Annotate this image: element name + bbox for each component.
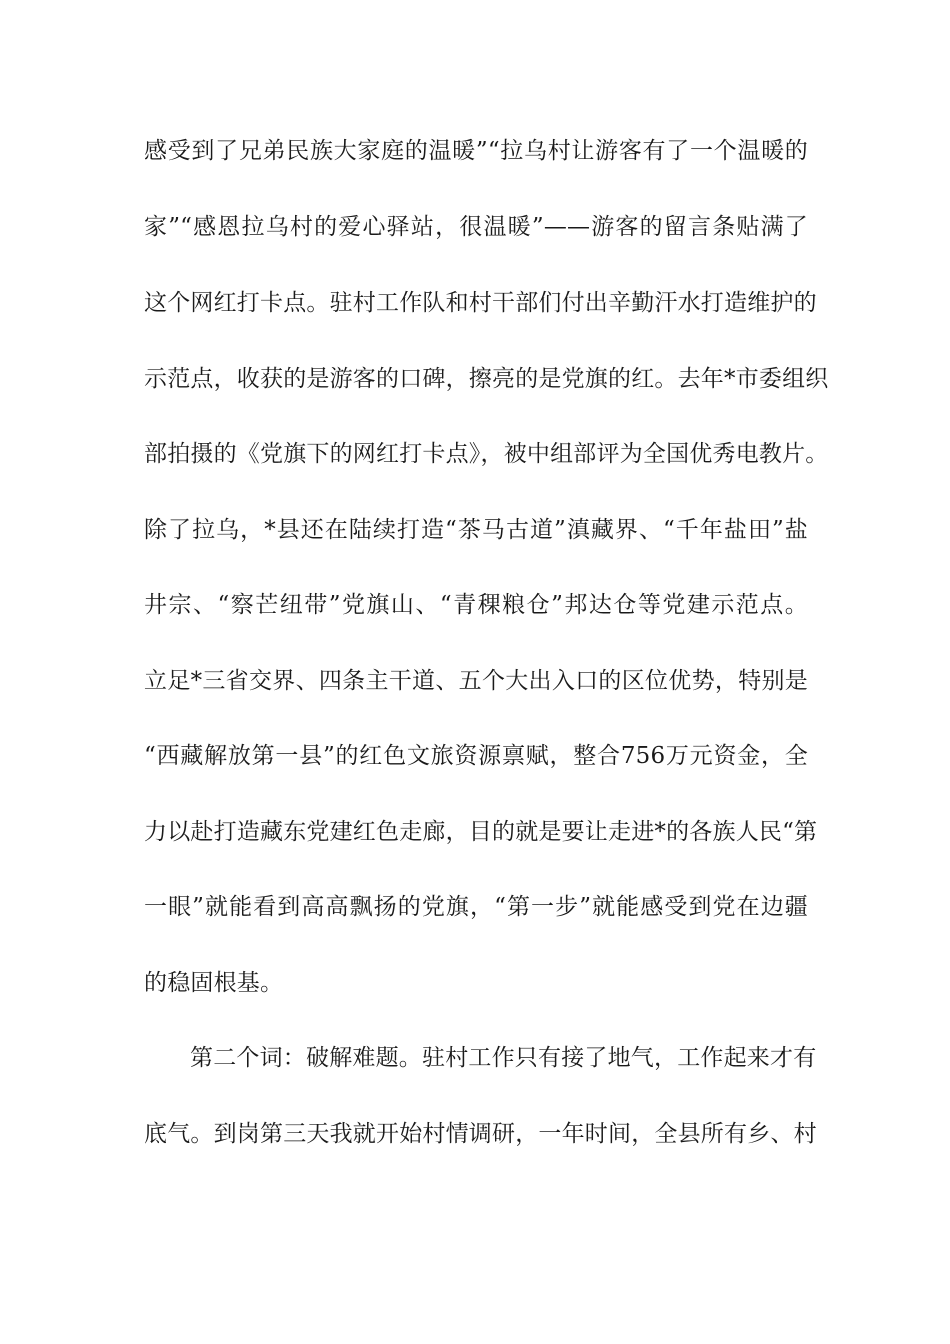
text-line: 底气。到岗第三天我就开始村情调研，一年时间，全县所有乡、村	[144, 1121, 817, 1147]
text-line: 除了拉乌，*县还在陆续打造“茶马古道”滇藏界、“千年盐田”盐	[144, 517, 808, 543]
text-line: 感受到了兄弟民族大家庭的温暖”“拉乌村让游客有了一个温暖的	[144, 138, 808, 164]
text-line: 这个网红打卡点。驻村工作队和村干部们付出辛勤汗水打造维护的	[144, 290, 817, 316]
paragraph-first-line: 第二个词：破解难题。驻村工作只有接了地气，工作起来才有	[190, 1045, 817, 1071]
text-line: 示范点，收获的是游客的口碑，擦亮的是党旗的红。去年*市委组织	[144, 366, 829, 392]
text-line: 一眼”就能看到高高飘扬的党旗，“第一步”就能感受到党在边疆	[144, 894, 808, 920]
text-line: 井宗、“察芒纽带”党旗山、“青稞粮仓”邦达仓等党建示范点。	[144, 592, 808, 618]
text-line: 家”“感恩拉乌村的爱心驿站，很温暖”——游客的留言条贴满了	[144, 214, 808, 240]
text-line: 力以赴打造藏东党建红色走廊，目的就是要让走进*的各族人民“第	[144, 819, 818, 845]
text-line: 部拍摄的《党旗下的网红打卡点》，被中组部评为全国优秀电教片。	[144, 441, 829, 467]
text-line: 立足*三省交界、四条主干道、五个大出入口的区位优势，特别是	[144, 668, 808, 694]
text-line: “西藏解放第一县”的红色文旅资源禀赋，整合756万元资金，全	[144, 743, 808, 769]
text-line-last: 的稳固根基。	[144, 970, 284, 996]
